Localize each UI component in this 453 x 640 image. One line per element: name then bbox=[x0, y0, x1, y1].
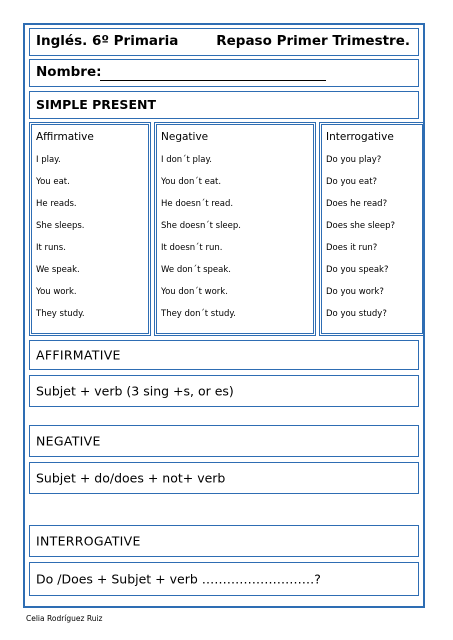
affirmative-formula-box bbox=[29, 375, 419, 407]
affirmative-formula: Subjet + verb (3 sing +s, or es) bbox=[36, 383, 234, 399]
list-item: You don´t eat. bbox=[161, 177, 222, 187]
list-item: We don´t speak. bbox=[161, 265, 231, 275]
list-item: Does it run? bbox=[326, 243, 378, 253]
list-item: Does she sleep? bbox=[326, 221, 396, 231]
negative-label-box bbox=[29, 425, 419, 457]
column-heading: Affirmative bbox=[36, 131, 94, 143]
list-item: I play. bbox=[36, 155, 61, 165]
header-bar bbox=[29, 28, 419, 56]
author-credit: Celia Rodríguez Ruiz bbox=[26, 614, 103, 623]
worksheet-frame bbox=[23, 23, 425, 608]
list-item: Do you speak? bbox=[326, 265, 389, 275]
conjugation-table bbox=[29, 122, 419, 336]
list-item: We speak. bbox=[36, 265, 80, 275]
section-header bbox=[29, 91, 419, 119]
list-item: She sleeps. bbox=[36, 221, 85, 231]
negative-column bbox=[154, 122, 316, 336]
affirmative-column bbox=[29, 122, 151, 336]
list-item: You eat. bbox=[36, 177, 70, 187]
list-item: Do you eat? bbox=[326, 177, 378, 187]
list-item: Do you work? bbox=[326, 287, 384, 297]
review-title: Repaso Primer Trimestre. bbox=[216, 33, 410, 49]
list-item: She doesn´t sleep. bbox=[161, 221, 241, 231]
column-heading: Negative bbox=[161, 131, 209, 143]
list-item: He reads. bbox=[36, 199, 77, 209]
interrogative-formula: Do /Does + Subjet + verb ………………………? bbox=[36, 571, 321, 587]
interrogative-formula-box bbox=[29, 562, 419, 596]
list-item: I don´t play. bbox=[161, 155, 212, 165]
name-bar bbox=[29, 59, 419, 87]
section-title: SIMPLE PRESENT bbox=[36, 97, 156, 112]
interrogative-label-box bbox=[29, 525, 419, 557]
column-heading: Interrogative bbox=[326, 131, 394, 143]
list-item: It runs. bbox=[36, 243, 66, 253]
list-item: They don´t study. bbox=[161, 309, 236, 319]
interrogative-column bbox=[319, 122, 425, 336]
interrogative-label: INTERROGATIVE bbox=[36, 533, 141, 549]
affirmative-label-box bbox=[29, 340, 419, 370]
negative-formula: Subjet + do/does + not+ verb bbox=[36, 470, 226, 486]
affirmative-label: AFFIRMATIVE bbox=[36, 347, 121, 363]
list-item: You don´t work. bbox=[161, 287, 228, 297]
list-item: Do you study? bbox=[326, 309, 387, 319]
name-field[interactable] bbox=[100, 80, 326, 81]
list-item: Does he read? bbox=[326, 199, 388, 209]
list-item: Do you play? bbox=[326, 155, 382, 165]
list-item: He doesn´t read. bbox=[161, 199, 234, 209]
list-item: You work. bbox=[36, 287, 77, 297]
list-item: It doesn´t run. bbox=[161, 243, 223, 253]
course-title: Inglés. 6º Primaria bbox=[36, 33, 179, 49]
name-label: Nombre: bbox=[36, 64, 102, 80]
negative-label: NEGATIVE bbox=[36, 433, 101, 449]
list-item: They study. bbox=[36, 309, 85, 319]
negative-formula-box bbox=[29, 462, 419, 494]
